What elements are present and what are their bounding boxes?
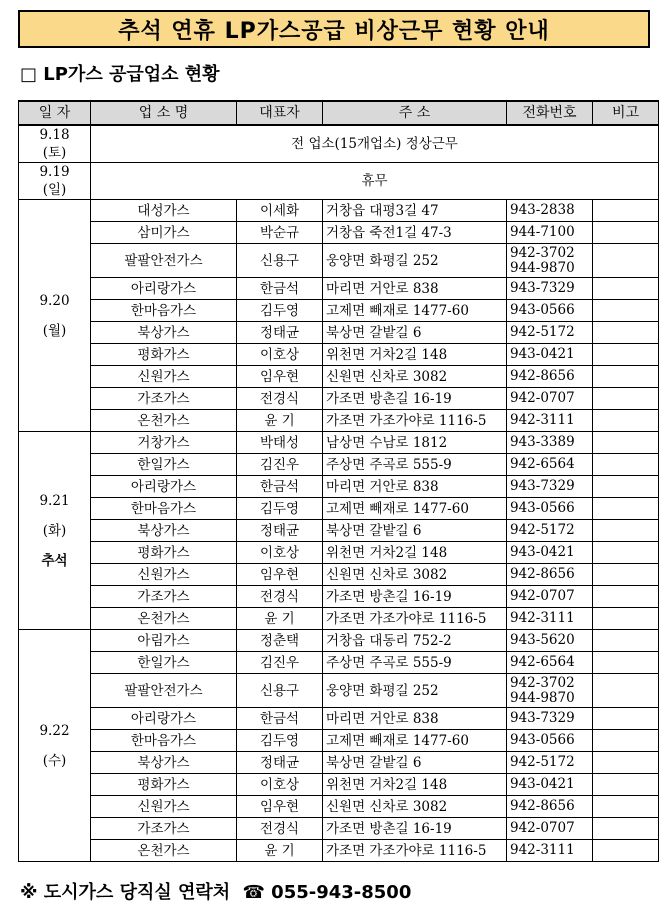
table-row [19,300,659,322]
phone-number: 943-7329 [510,280,575,296]
phone-number: 943-0566 [510,500,575,516]
address: 가조면 방촌길 16-19 [323,586,507,608]
date-value: 9.18 [39,127,70,143]
remark-cell [593,454,659,476]
phone-cell [507,730,593,752]
phone-number: 942-5172 [510,324,575,340]
table-body [19,125,659,862]
phone-number: 942-5172 [510,522,575,538]
representative: 한금석 [237,278,323,300]
phone-number: 942-3702 [510,674,575,691]
phone-cell [507,752,593,774]
remark-cell [593,476,659,498]
representative: 신용구 [237,674,323,708]
phone-cell [507,630,593,652]
supplier-name: 북상가스 [91,752,237,774]
representative: 정태균 [237,322,323,344]
supplier-table [18,100,659,862]
day-of-week: (수) [42,752,67,769]
representative: 정태균 [237,520,323,542]
representative: 윤 기 [237,410,323,432]
table-row [19,652,659,674]
remark-cell [593,674,659,708]
representative: 정태균 [237,752,323,774]
table-row [19,200,659,222]
footer-contact [20,878,411,904]
phone-cell [507,454,593,476]
phone-cell [507,564,593,586]
remark-cell [593,322,659,344]
supplier-name: 아림가스 [91,630,237,652]
supplier-name: 아리랑가스 [91,708,237,730]
phone-cell [507,674,593,708]
address: 위천면 거차2길 148 [323,542,507,564]
table-row [19,586,659,608]
phone-number: 942-5172 [510,754,575,770]
title-banner [18,10,650,48]
phone-number: 943-5620 [510,632,575,648]
remark-cell [593,542,659,564]
table-row [19,498,659,520]
phone-number: 943-7329 [510,710,575,726]
table-row [19,796,659,818]
representative: 김진우 [237,454,323,476]
supplier-name: 신원가스 [91,796,237,818]
address: 고제면 빼재로 1477-60 [323,730,507,752]
day-note: 전 업소(15개업소) 정상근무 [91,125,659,163]
representative: 박순규 [237,222,323,244]
address: 고제면 빼재로 1477-60 [323,498,507,520]
table-row [19,774,659,796]
representative: 임우현 [237,796,323,818]
phone-cell [507,200,593,222]
remark-cell [593,200,659,222]
representative: 전경식 [237,388,323,410]
supplier-name: 가조가스 [91,388,237,410]
remark-cell [593,410,659,432]
address: 마리면 거안로 838 [323,476,507,498]
table-row [19,432,659,454]
table-row [19,630,659,652]
phone-cell [507,708,593,730]
phone-number: 943-3389 [510,434,575,450]
phone-number: 943-7329 [510,478,575,494]
representative: 김진우 [237,652,323,674]
phone-cell [507,388,593,410]
day-of-week: (월) [42,322,67,339]
phone-number: 942-3111 [510,412,575,428]
table-row [19,278,659,300]
supplier-name: 아리랑가스 [91,278,237,300]
table-row [19,520,659,542]
supplier-name: 신원가스 [91,366,237,388]
representative: 김두영 [237,300,323,322]
day-note: 휴무 [91,163,659,200]
phone-cell [507,222,593,244]
address: 웅양면 화평길 252 [323,674,507,708]
phone-cell [507,608,593,630]
table-header-row [19,101,659,125]
supplier-name: 한마음가스 [91,730,237,752]
phone-number: 943-0421 [510,346,575,362]
remark-cell [593,796,659,818]
representative: 한금석 [237,708,323,730]
remark-cell [593,564,659,586]
phone-cell [507,476,593,498]
phone-cell [507,410,593,432]
representative: 이호상 [237,774,323,796]
remark-cell [593,300,659,322]
address: 북상면 갈밭길 6 [323,322,507,344]
date-cell [19,630,91,862]
address: 북상면 갈밭길 6 [323,520,507,542]
representative: 윤 기 [237,840,323,862]
date-cell [19,125,91,163]
remark-cell [593,222,659,244]
supplier-name: 온천가스 [91,840,237,862]
remark-cell [593,608,659,630]
phone-number: 942-8656 [510,798,575,814]
phone-number: 942-6564 [510,654,575,670]
table-row [19,476,659,498]
date-value: 9.21 [39,492,70,509]
supplier-name: 가조가스 [91,818,237,840]
address: 북상면 갈밭길 6 [323,752,507,774]
phone-cell [507,366,593,388]
phone-cell [507,520,593,542]
table-row [19,708,659,730]
supplier-name: 한마음가스 [91,300,237,322]
address: 위천면 거차2길 148 [323,774,507,796]
remark-cell [593,586,659,608]
phone-cell [507,796,593,818]
remark-cell [593,730,659,752]
phone-number: 942-0707 [510,390,575,406]
supplier-name: 거창가스 [91,432,237,454]
remark-cell [593,774,659,796]
representative: 전경식 [237,818,323,840]
table-row [19,564,659,586]
date-cell [19,200,91,432]
phone-number: 943-0566 [510,732,575,748]
day-row [19,125,659,163]
phone-number: 942-8656 [510,566,575,582]
supplier-name: 팔팔안전가스 [91,244,237,278]
table-row [19,344,659,366]
date-value: 9.22 [39,722,70,739]
phone-number: 944-9870 [510,259,575,276]
phone-cell [507,498,593,520]
table-row [19,752,659,774]
supplier-name: 아리랑가스 [91,476,237,498]
table-row [19,840,659,862]
address: 고제면 빼재로 1477-60 [323,300,507,322]
date-value: 9.19 [39,164,70,180]
phone-cell [507,652,593,674]
footer-label: ※ 도시가스 당직실 연락처 [20,882,231,903]
supplier-name: 한일가스 [91,652,237,674]
representative: 박태성 [237,432,323,454]
day-row [19,163,659,200]
remark-cell [593,708,659,730]
table-row [19,608,659,630]
phone-number: 944-9870 [510,689,575,706]
supplier-name: 삼미가스 [91,222,237,244]
address: 가조면 가조가야로 1116-5 [323,410,507,432]
remark-cell [593,432,659,454]
address: 거창읍 대평3길 47 [323,200,507,222]
table-row [19,818,659,840]
address: 거창읍 대동리 752-2 [323,630,507,652]
header-name: 업 소 명 [91,101,237,125]
supplier-name: 평화가스 [91,344,237,366]
phone-cell [507,300,593,322]
table-row [19,454,659,476]
remark-cell [593,244,659,278]
header-remark: 비고 [593,101,659,125]
phone-number: 942-8656 [510,368,575,384]
supplier-name: 대성가스 [91,200,237,222]
remark-cell [593,278,659,300]
header-date: 일 자 [19,101,91,125]
table-row [19,542,659,564]
phone-icon: ☎ [242,882,265,903]
address: 남상면 수남로 1812 [323,432,507,454]
holiday-label: 추석 [41,552,68,569]
phone-cell [507,774,593,796]
supplier-name: 한일가스 [91,454,237,476]
supplier-name: 온천가스 [91,410,237,432]
phone-cell [507,542,593,564]
supplier-name: 팔팔안전가스 [91,674,237,708]
representative: 김두영 [237,498,323,520]
phone-cell [507,344,593,366]
table-row [19,674,659,708]
day-of-week: (일) [42,182,67,198]
header-phone: 전화번호 [507,101,593,125]
supplier-name: 한마음가스 [91,498,237,520]
address: 신원면 신차로 3082 [323,564,507,586]
representative: 이세화 [237,200,323,222]
representative: 윤 기 [237,608,323,630]
phone-number: 942-0707 [510,588,575,604]
address: 거창읍 죽전1길 47-3 [323,222,507,244]
date-value: 9.20 [39,292,70,309]
address: 위천면 거차2길 148 [323,344,507,366]
date-cell [19,432,91,630]
address: 가조면 방촌길 16-19 [323,388,507,410]
phone-number: 942-3702 [510,244,575,261]
phone-number: 943-0566 [510,302,575,318]
day-of-week: (토) [42,145,67,161]
header-rep: 대표자 [237,101,323,125]
representative: 전경식 [237,586,323,608]
remark-cell [593,818,659,840]
table-row [19,388,659,410]
supplier-name: 신원가스 [91,564,237,586]
representative: 이호상 [237,542,323,564]
phone-number: 944-7100 [510,224,575,240]
supplier-name: 평화가스 [91,542,237,564]
phone-number: 942-3111 [510,842,575,858]
remark-cell [593,388,659,410]
date-cell [19,163,91,200]
supplier-name: 북상가스 [91,520,237,542]
supplier-name: 가조가스 [91,586,237,608]
address: 웅양면 화평길 252 [323,244,507,278]
phone-number: 943-0421 [510,776,575,792]
table-row [19,730,659,752]
phone-cell [507,244,593,278]
table-row [19,322,659,344]
remark-cell [593,752,659,774]
table-row [19,366,659,388]
phone-number: 942-0707 [510,820,575,836]
phone-cell [507,432,593,454]
address: 가조면 가조가야로 1116-5 [323,840,507,862]
remark-cell [593,344,659,366]
representative: 이호상 [237,344,323,366]
representative: 신용구 [237,244,323,278]
supplier-name: 북상가스 [91,322,237,344]
address: 신원면 신차로 3082 [323,796,507,818]
table-row [19,222,659,244]
phone-cell [507,322,593,344]
remark-cell [593,652,659,674]
remark-cell [593,840,659,862]
section-title: □ LP가스 공급업소 현황 [20,64,220,85]
table-row [19,244,659,278]
phone-cell [507,818,593,840]
representative: 임우현 [237,564,323,586]
phone-number: 943-0421 [510,544,575,560]
phone-number: 943-2838 [510,202,575,218]
address: 주상면 주곡로 555-9 [323,454,507,476]
phone-cell [507,278,593,300]
phone-cell [507,586,593,608]
supplier-name: 평화가스 [91,774,237,796]
header-address: 주 소 [323,101,507,125]
representative: 김두영 [237,730,323,752]
remark-cell [593,630,659,652]
address: 신원면 신차로 3082 [323,366,507,388]
footer-phone: 055-943-8500 [271,882,412,903]
phone-number: 942-3111 [510,610,575,626]
remark-cell [593,498,659,520]
remark-cell [593,366,659,388]
day-of-week: (화) [42,522,67,539]
page-title: 추석 연휴 LP가스공급 비상근무 현황 안내 [118,18,550,44]
phone-cell [507,840,593,862]
table-row [19,410,659,432]
representative: 임우현 [237,366,323,388]
representative: 정춘택 [237,630,323,652]
address: 마리면 거안로 838 [323,708,507,730]
address: 가조면 가조가야로 1116-5 [323,608,507,630]
supplier-name: 온천가스 [91,608,237,630]
address: 마리면 거안로 838 [323,278,507,300]
representative: 한금석 [237,476,323,498]
address: 주상면 주곡로 555-9 [323,652,507,674]
remark-cell [593,520,659,542]
address: 가조면 방촌길 16-19 [323,818,507,840]
phone-number: 942-6564 [510,456,575,472]
